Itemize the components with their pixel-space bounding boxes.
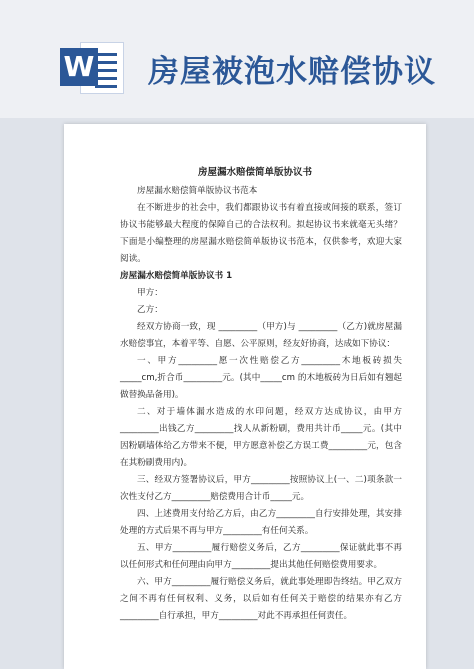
banner-title: 房屋被泡水赔偿协议 xyxy=(148,54,436,90)
clause-6: 六、甲方_________履行赔偿义务后，就此事处理即告终结。甲乙双方之间不再有任何权利、义务，以后如有任何关于赔偿的结果亦有乙方_________自行承担，甲方_________对此不再承担任何责任。 xyxy=(120,577,402,621)
document-title: 房屋漏水赔偿简单版协议书 xyxy=(197,167,312,178)
word-logo-badge: W xyxy=(60,48,98,86)
document-content xyxy=(120,164,402,625)
section-heading: 房屋漏水赔偿简单版协议书 1 xyxy=(120,271,233,281)
clause-2: 二、对于墙体漏水造成的水印问题，经双方达成协议，由甲方_________出钱乙方_________找人从新粉刷，费用共计币_____元。(其中因粉刷墙体给乙方带来不便，甲方愿意补偿乙方误工费_________元，包含在其粉刷费用内)。 xyxy=(120,407,402,468)
document-subtitle: 房屋漏水赔偿简单版协议书范本 xyxy=(137,186,258,196)
agreement-preamble: 经双方协商一致，现 _________（甲方)与 _________（乙方)就房屋漏水赔偿事宜，本着平等、自愿、公平原则，经友好协商，达成如下协议： xyxy=(120,322,402,349)
clause-1: 一、甲方_________愿一次性赔偿乙方_________木地板砖损失_____cm,折合币_________元。(其中_____cm 的木地板砖为日后如有翘起做替换品备用)。 xyxy=(120,356,402,400)
clause-3: 三、经双方签署协议后，甲方_________按照协议上(一、二)项条款一次性支付乙方_________赔偿费用合计币_____元。 xyxy=(120,475,402,502)
clause-4: 四、上述费用支付给乙方后，由乙方_________自行安排处理，其安排处理的方式后果不再与甲方_________有任何关系。 xyxy=(120,509,402,536)
intro-paragraph: 在不断进步的社会中，我们都跟协议书有着直接或间接的联系，签订协议书能够最大程度的保障自己的合法权利。拟起协议书来就毫无头绪？下面是小编整理的房屋漏水赔偿简单版协议书范本，仅供参考，欢迎大家阅读。 xyxy=(120,203,402,264)
banner xyxy=(0,0,474,118)
party-b-line: 乙方： xyxy=(137,305,163,315)
clause-5: 五、甲方_________履行赔偿义务后，乙方_________保证就此事不再以任何形式和任何理由向甲方_________提出其他任何赔偿费用要求。 xyxy=(120,543,402,570)
party-a-line: 甲方： xyxy=(137,288,163,298)
word-document-icon xyxy=(60,42,124,94)
document-page xyxy=(64,124,426,669)
